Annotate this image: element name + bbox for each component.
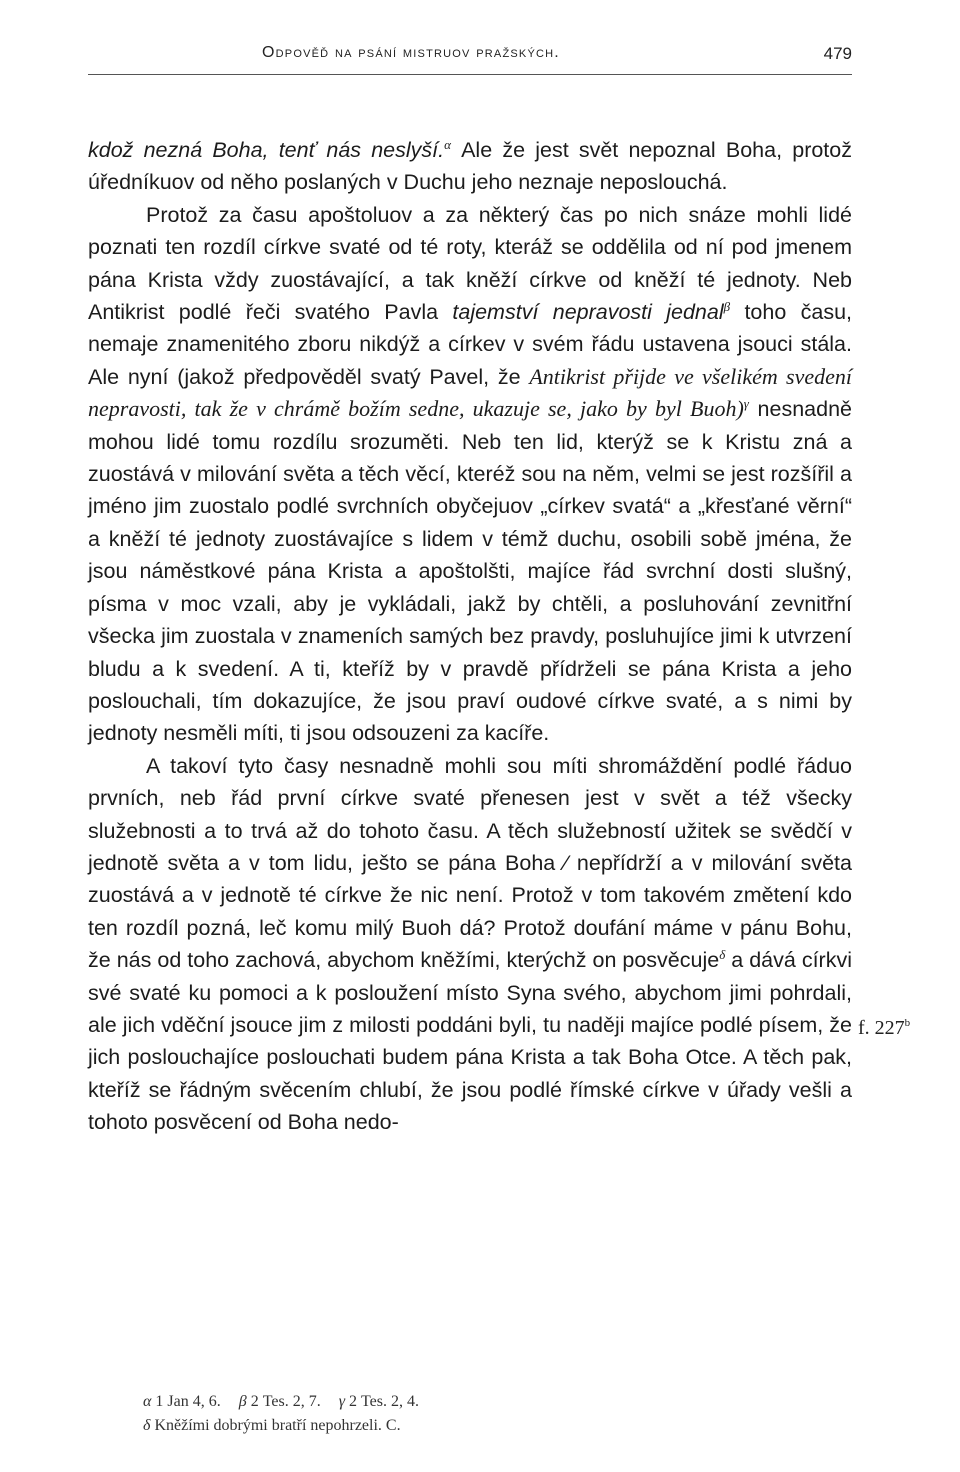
- folio-sup: b: [904, 1017, 911, 1029]
- footnote-text: 1 Jan 4, 6.: [155, 1393, 221, 1410]
- paragraph-3: [88, 750, 852, 1139]
- footnote-text: 2 Tes. 2, 7.: [250, 1393, 321, 1410]
- italic-quote: kdož nezná Boha, tenť nás neslyší.: [88, 138, 445, 162]
- main-text: [88, 134, 852, 1139]
- paragraph-2: [88, 199, 852, 750]
- footnote-ref-delta: δ: [719, 947, 726, 963]
- footnote-mark: γ: [338, 1393, 345, 1410]
- footnote-ref-alpha: α: [444, 137, 451, 152]
- footnote-line-1: [143, 1390, 843, 1414]
- header-rule: [88, 74, 852, 75]
- paragraph-1: [88, 134, 852, 199]
- footnote-ref-beta: β: [723, 299, 731, 315]
- footnote-line-2: [143, 1414, 843, 1438]
- running-head-title: Odpověď na psání mistruov pražských.: [262, 44, 560, 61]
- text-run: a dává církvi své svaté ku pomoci a k posloužení místo Syna svého, abychom jimi pohrdali, ale jich vděční jsouce jim z milosti poddáni byli, tu naději majíce podlé písem, že jich poslouchajíce poslouchati budem pána Krista a tak Boha Otce. A těch pak, kteříž se řádným svěcením chlubí, že jsou podlé římské církve v úřady vešli a tohoto posvěcení od Boha nedo-: [88, 948, 852, 1135]
- text-run: nesnadně mohou lidé tomu rozdílu srozuměti. Neb ten lid, kterýž se k Kristu zná a zuostává v milování světa a těch věcí, kteréž sou na něm, velmi se jest rozšířil a jméno jim zuostalo podlé svrchních obyčejuov „církev svatá“ a „křesťané věrní“ a kněží té jednoty zuostávajíce s lidem v témž duchu, osobili sobě jména, že jsou náměstkové pána Krista a apoštolšti, majíce řád svrchní dosti slušný, písma v moc vzali, aby je vykládali, jakž by chtěli, a posluhování zevnitřní všecka jim zuostala v znameních samých bez pravdy, posluhujíce jimi k utvrzení bludu a k svedení. A ti, kteříž by v pravdě přídrželi se pána Krista a jeho poslouchali, tím dokazujíce, že jsou praví oudové církve svaté, a s nimi by jednoty nesměli míti, ti jsou odsouzeni za kacíře.: [88, 397, 852, 746]
- footnote-mark: α: [143, 1393, 152, 1410]
- footnotes: [143, 1390, 843, 1438]
- folio-text: f. 227: [858, 1017, 905, 1039]
- book-page: [88, 0, 852, 1472]
- footnote-mark: δ: [143, 1417, 151, 1434]
- footnote-text: Kněžími dobrými bratří nepohrzeli. C.: [154, 1417, 401, 1434]
- footnote-text: 2 Tes. 2, 4.: [349, 1393, 419, 1410]
- running-head: [88, 44, 852, 74]
- folio-margin-note: [858, 1017, 910, 1040]
- italic-quote: Antikrist přijde ve všelikém svedení nepravosti, tak že v chrámě božím sedne, ukazuje se, jako by byl Buoh): [88, 363, 852, 422]
- italic-quote: tajemství nepravosti jednal: [452, 300, 724, 325]
- text-run: toho času, nemaje znamenitého zboru nikdýž a církev v svém řádu ustavena jsouci stála. Ale nyní (jakož předpověděl svatý Pavel, že: [88, 300, 852, 389]
- footnote-mark: β: [238, 1393, 247, 1410]
- text-run: Ale že jest svět nepoznal Boha, protož úředníkuov od něho poslaných v Duchu jeho neznaje neposlouchá.: [88, 138, 852, 195]
- text-run: Protož za času apoštoluov a za některý čas po nich snáze mohli lidé poznati ten rozdíl církve svaté od té roty, kteráž se oddělila od ní pod jmenem pána Krista vždy zuostávající, a tak kněží církve od kněží té jednoty. Neb Antikrist podlé řeči svatého Pavla: [88, 202, 852, 325]
- footnote-ref-gamma: γ: [743, 396, 749, 412]
- page-number: 479: [823, 44, 852, 63]
- text-run: A takoví tyto časy nesnadně mohli sou míti shromáždění podlé řáduo prvních, neb řád první církve svaté přenesen jest v svět a též všecky služebnosti a to trvá až do tohoto času. A těch služebností užitek se svědčí v jednotě světa a v tom lidu, ješto se pána Boha ⁄ nepřídrží a v milování světa zuostává a v jednotě té církve že nic není. Protož v tom takovém změtení kdo ten rozdíl pozná, leč komu milý Buoh dá? Protož doufání máme v pánu Bohu, že nás od toho zachová, abychom kněžími, kterýchž on posvěcuje: [88, 753, 852, 973]
